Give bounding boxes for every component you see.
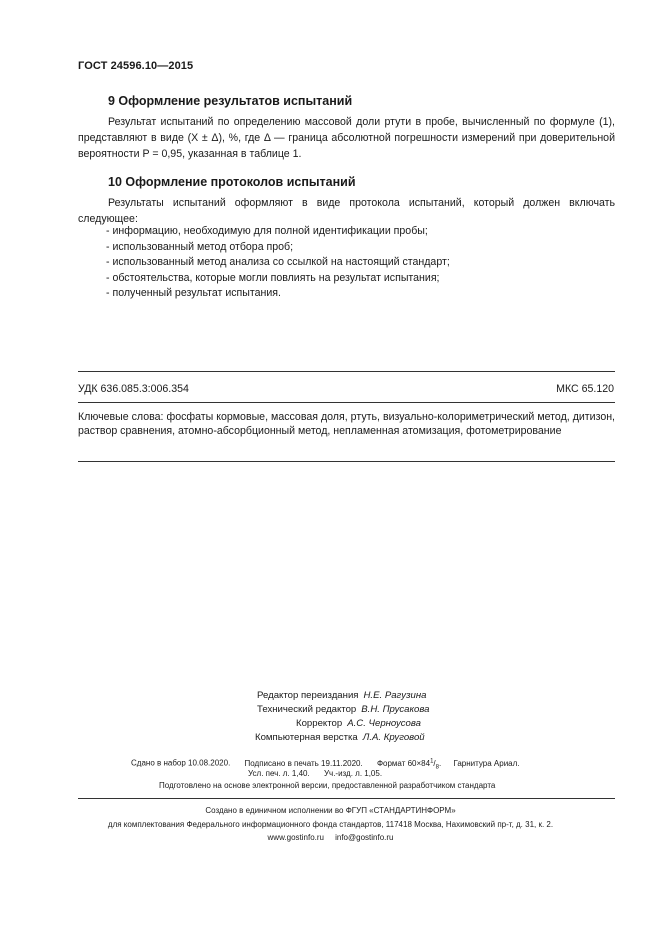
imprint-line-2 xyxy=(248,768,382,780)
udk-code: УДК 636.085.3:006.354 xyxy=(78,383,189,395)
imprint-format: Формат $60\times 84^1/_8$. xyxy=(376,758,442,771)
section-9-paragraph: Результат испытаний по определению массовой доли ртути в пробе, вычисленный по формуле (1), представляют в виде (X ± Δ), %, где Δ — граница абсолютной погрешности измерений при доверительной вероятности P = 0,95, указанная в таблице 1. xyxy=(78,116,615,160)
credit-role: Компьютерная верстка xyxy=(255,732,358,743)
footer-line-1: Создано в единичном исполнении во ФГУП «СТАНДАРТИНФОРМ» xyxy=(205,806,456,815)
credit-name: А.С. Черноусова xyxy=(347,718,422,729)
imprint-pub-sheets: Уч.-изд. л. 1,05. xyxy=(323,769,383,778)
section-10-title: 10 Оформление протоколов испытаний xyxy=(108,175,356,189)
section-9-title: 9 Оформление результатов испытаний xyxy=(108,94,353,108)
credit-name: В.Н. Прусакова xyxy=(361,704,430,715)
divider-footer xyxy=(78,798,615,799)
section-10-list xyxy=(78,224,615,302)
credit-tech-editor xyxy=(257,703,430,717)
section-9-body xyxy=(78,114,615,162)
list-item: - обстоятельства, которые могли повлиять на результат испытания; xyxy=(106,271,440,284)
footer-line-2: для комплектования Федерального информационного фонда стандартов, 117418 Москва, Нахимовский пр-т, д. 31, к. 2. xyxy=(107,819,554,829)
credit-role: Редактор переиздания xyxy=(257,690,359,701)
format-prefix: Формат 60×84 xyxy=(376,758,431,768)
credit-name: Н.Е. Рагузина xyxy=(363,690,427,701)
footer-line-3: www.gostinfo.ru info@gostinfo.ru xyxy=(267,833,394,842)
section-10-intro-text: Результаты испытаний оформляют в виде протокола испытаний, который должен включать следующее: xyxy=(78,197,615,225)
imprint-print-sheets: Усл. печ. л. 1,40. xyxy=(248,769,310,778)
divider-middle xyxy=(78,402,615,403)
credit-role: Корректор xyxy=(296,718,343,729)
list-item: - информацию, необходимую для полной идентификации пробы; xyxy=(106,225,428,237)
imprint-font: Гарнитура Ариал. xyxy=(453,758,520,768)
credit-layout xyxy=(255,731,425,745)
credit-editor xyxy=(257,689,427,703)
footer xyxy=(0,804,661,845)
credit-name: Л.А. Круговой xyxy=(362,732,425,743)
format-denominator: 8 xyxy=(435,764,439,771)
mks-code: МКС 65.120 xyxy=(556,383,614,395)
section-10-intro xyxy=(78,195,615,227)
keywords: Ключевые слова: фосфаты кормовые, массовая доля, ртуть, визуально-колориметрический метод, дитизон, раствор сравнения, атомно-абсорбционный метод, непламенная атомизация, фотометрирование xyxy=(78,411,615,437)
imprint-line-3: Подготовлено на основе электронной версии, предоставленной разработчиком стандарта xyxy=(159,781,496,790)
divider-top xyxy=(78,371,615,372)
divider-bottom xyxy=(78,461,615,462)
credit-corrector xyxy=(296,717,421,731)
list-item: - использованный метод анализа со ссылкой на настоящий стандарт; xyxy=(106,256,450,268)
standard-header: ГОСТ 24596.10—2015 xyxy=(78,60,194,72)
format-numerator: 1 xyxy=(430,758,434,764)
imprint-typeset: Сдано в набор 10.08.2020. xyxy=(131,758,231,768)
imprint-signed: Подписано в печать 19.11.2020. xyxy=(244,758,363,768)
list-item: - полученный результат испытания. xyxy=(106,287,281,299)
list-item: - использованный метод отбора проб; xyxy=(106,240,294,253)
credit-role: Технический редактор xyxy=(257,704,357,715)
